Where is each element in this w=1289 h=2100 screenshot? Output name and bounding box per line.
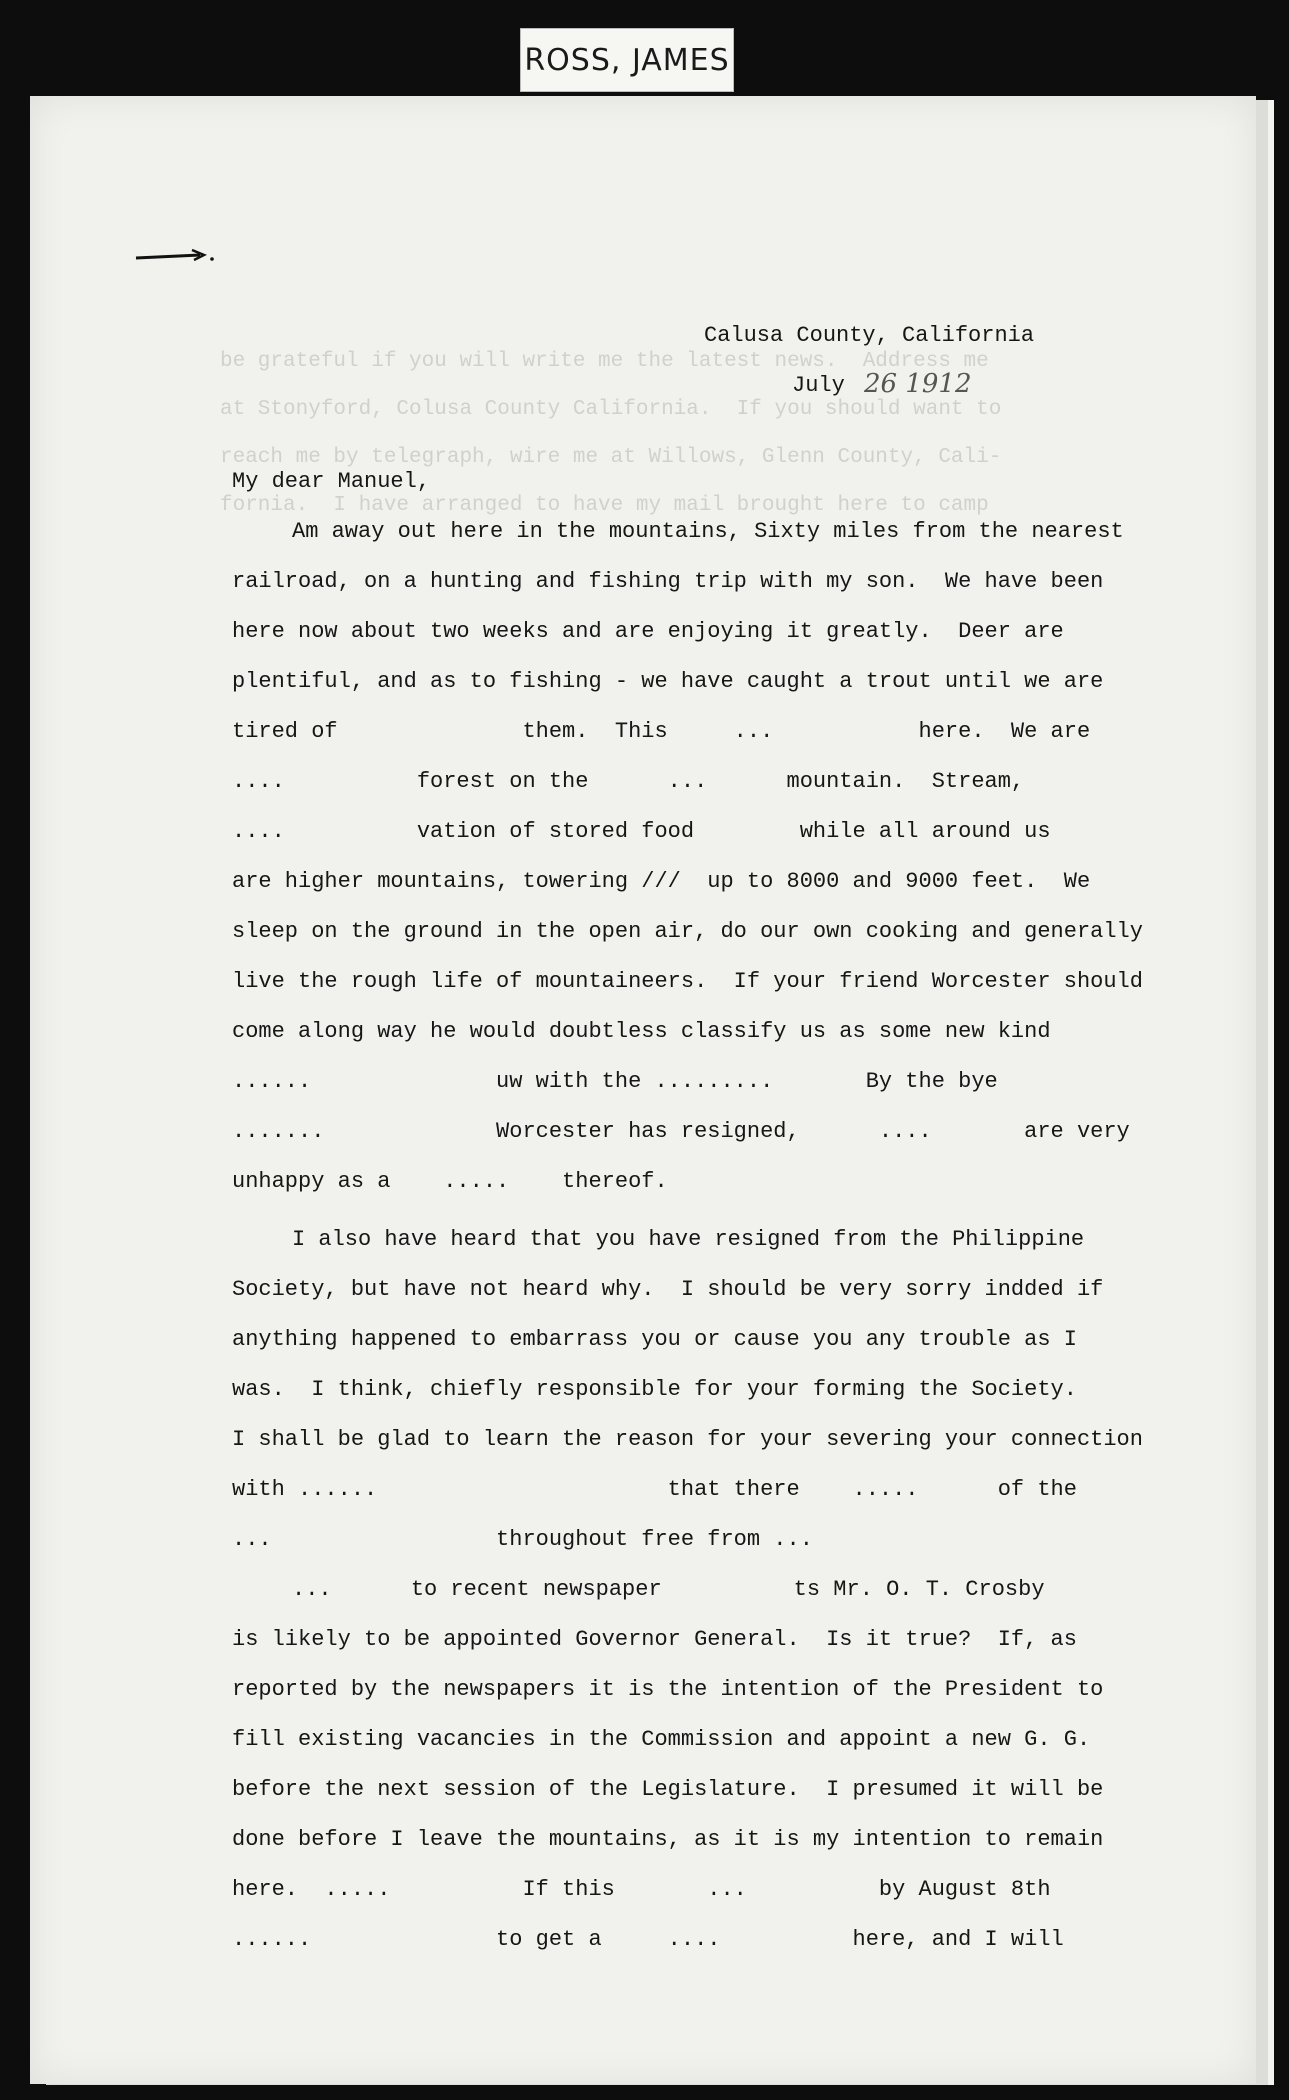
body-line: fill existing vacancies in the Commission and appoint a new G. G. — [232, 1727, 1091, 1752]
salutation: My dear Manuel, — [232, 469, 431, 494]
body-line: anything happened to embarrass you or cause you any trouble as I — [232, 1327, 1077, 1352]
date-handwritten: 26 1912 — [864, 369, 972, 399]
body-line: .... vation of stored food while all around us — [232, 819, 1051, 844]
body-line: was. I think, chiefly responsible for your forming the Society. — [232, 1377, 1077, 1402]
folder-label-text: ROSS, JAMES — [524, 42, 730, 78]
folder-label — [520, 28, 734, 92]
body-line: .... forest on the ... mountain. Stream, — [232, 769, 1025, 794]
body-line: Society, but have not heard why. I should be very sorry indded if — [232, 1277, 1104, 1302]
body-line: I also have heard that you have resigned from the Philippine — [292, 1227, 1085, 1252]
body-line: ... to recent newspaper ts Mr. O. T. Crosby — [292, 1577, 1045, 1602]
body-line: live the rough life of mountaineers. If your friend Worcester should — [232, 969, 1143, 994]
body-line: ...... uw with the ......... By the bye — [232, 1069, 998, 1094]
body-line: sleep on the ground in the open air, do our own cooking and generally — [232, 919, 1143, 944]
body-line: ....... Worcester has resigned, .... are very — [232, 1119, 1130, 1144]
body-line: before the next session of the Legislature. I presumed it will be — [232, 1777, 1104, 1802]
body-line: tired of them. This ... here. We are — [232, 719, 1091, 744]
body-line: done before I leave the mountains, as it is my intention to remain — [232, 1827, 1104, 1852]
body-line: plentiful, and as to fishing - we have caught a trout until we are — [232, 669, 1104, 694]
body-line: is likely to be appointed Governor General. Is it true? If, as — [232, 1627, 1077, 1652]
body-line: ...... to get a .... here, and I will — [232, 1927, 1064, 1952]
date-typed: July — [792, 373, 845, 398]
letter-page: be grateful if you will write me the latest news. Address me at Stonyford, Colusa County California. If you should want to reach me by telegraph, wire me at Willows, Glenn County, Cali- fornia. I have arranged to have my mail brought here to camp Calusa County, California July 26 1912 My dear Manuel, Am away out here in the mountains, Sixty miles from the nearest railroad, on a hunting and fishing trip with my son. We have been here now about two weeks and are enjoying it greatly. Deer are plentiful, and as to fishing - we have caught a trout until we are tired of them. This ... here. We are .... forest on the ... mountain. Stream, .... vation of stored food while all around us are higher mountains, towering /// up to 8000 and 9000 feet. We sleep on the ground in the open air, do our own cooking and generally live the rough life of mountaineers. If your friend Worcester should come along way he would doubtless classify us as some new kind ...... uw with the ......... By the bye ....... Worcester has resigned, .... are very unhappy as a ..... thereof. I also have heard that you have resigned from the Philippine Society, but have not heard why. I should be very sorry indded if anything happened to embarrass you or cause you any trouble as I was. I think, chiefly responsible for your forming the Society. I shall be glad to learn the reason for your severing your connection with ...... that there ..... of the ... throughout free from ... ... to recent newspaper ts Mr. O. T. Crosby is likely to be appointed Governor General. Is it true? If, as reported by the newspapers it is the intention of the President to fill existing vacancies in the Commission and appoint a new G. G. before the next session of the Legislature. I presumed it will be done before I leave the mountains, as it is my intention to remain here. ..... If this ... by August 8th ...... to get a .... here, and I will — [30, 96, 1256, 2084]
body-line: are higher mountains, towering /// up to 8000 and 9000 feet. We — [232, 869, 1091, 894]
letter-text — [30, 96, 1256, 2084]
body-line: ... throughout free from ... — [232, 1527, 813, 1552]
body-line: here. ..... If this ... by August 8th — [232, 1877, 1051, 1902]
place-line: Calusa County, California — [704, 323, 1035, 348]
body-line: reported by the newspapers it is the intention of the President to — [232, 1677, 1104, 1702]
body-line: I shall be glad to learn the reason for your severing your connection — [232, 1427, 1143, 1452]
body-line: with ...... that there ..... of the — [232, 1477, 1077, 1502]
body-line: come along way he would doubtless classify us as some new kind — [232, 1019, 1051, 1044]
body-line: Am away out here in the mountains, Sixty miles from the nearest — [292, 519, 1124, 544]
body-line: unhappy as a ..... thereof. — [232, 1169, 668, 1194]
body-line: railroad, on a hunting and fishing trip with my son. We have been — [232, 569, 1104, 594]
body-line: here now about two weeks and are enjoying it greatly. Deer are — [232, 619, 1064, 644]
